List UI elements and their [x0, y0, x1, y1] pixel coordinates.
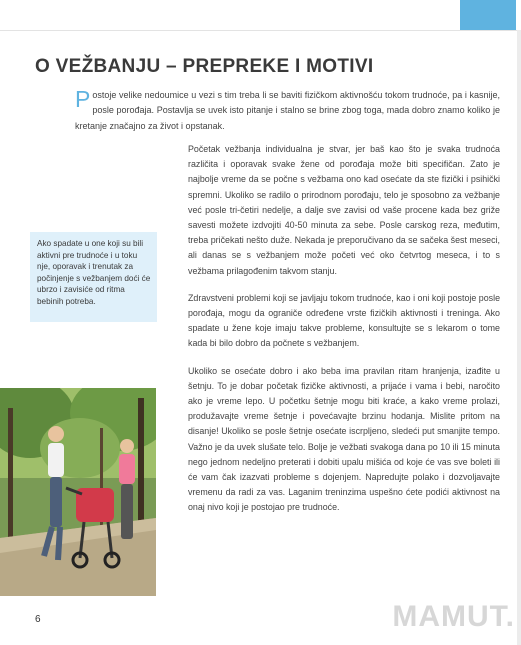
mamut-watermark: MAMUT.: [392, 600, 515, 633]
page-edge: [517, 30, 521, 645]
intro-dropcap: P: [75, 86, 91, 112]
park-walk-illustration: [0, 388, 156, 596]
page-title: O VEŽBANJU – PREPREKE I MOTIVI: [35, 56, 374, 77]
sidebar-tip-text: Ako spadate u one koji su bili aktivni pre trudnoće i u toku nje, oporavak i trenutak za počinjenje s vežbanjem doći će ubrzo i zavisiće od ritma bebinih potreba.: [37, 239, 151, 306]
body-column: [188, 142, 500, 528]
intro-paragraph: [75, 88, 500, 134]
sidebar-tip-box: [30, 232, 157, 322]
top-accent-tab: [460, 0, 516, 30]
body-paragraph-1: Početak vežbanja individualna je stvar, jer baš kao što je svaka trudnoća različita i oporavak svake žene od porođaja može biti specifičan. Zato je najbolje vreme da se počne s vežbama ono kad osećate da ste fizički i psihički spremni. Ukoliko se radilo o prirodnom porođaju, telo je sposobno za vežbanje već posle tri-četiri nedelje, a dalje sve zavisi od vaše procene kada bez griže savesti možete izdvojiti 40-50 minuta za sebe. Posle carskog reza, međutim, treba pričekati nešto duže. Nekada je preporučivano da se sačeka šest meseci, ali danas se s vežbanjem može početi već oko četvrtog meseca, i to s vežbama prilagođenim takvom stanju.: [188, 144, 500, 276]
header-divider: [0, 30, 521, 31]
top-band: [0, 0, 521, 30]
intro-text: ostoje velike nedoumice u vezi s tim treba li se baviti fizičkom aktivnošću tokom trudnoće, pa i kasnije, posle porođaja. Postavlja se uvek isto pitanje i stalno se brine zbog toga, mada dobro znamo koliko je kretanje značajno za život i opstanak.: [75, 90, 500, 131]
body-paragraph-2: Zdravstveni problemi koji se javljaju tokom trudnoće, kao i oni koji postoje posle porođaja, mogu da ograniče određene vrste fizičkih aktivnosti i treninga. Ako spadate u žene koje imaju takve probleme, konsultujte se s lekarom o tome kada bi bilo dobro da počnete s vežbanjem.: [188, 292, 500, 349]
page-number: 6: [35, 614, 41, 625]
park-walk-photo: [0, 388, 156, 596]
body-paragraph-3: Ukoliko se osećate dobro i ako beba ima pravilan ritam hranjenja, izađite u šetnju. To je dobar početak fizičke aktivnosti, a prijaće i vama i bebi, naročito ako je vreme lepo. U početku šetnje mogu biti kraće, a kako vreme prolazi, produžavajte vreme šetnje i povećavajte brzinu hodanja. Mislite pritom na disanje! Ukoliko se posle šetnje osećate iscrpljeno, sledeći put smanjite tempo. Važno je da uvek slušate telo. Bolje je vežbati svakoga dana po 10 ili 15 minuta nego jednom nedeljno preterati i dobiti upalu mišića od koje će vas sve boleti ili će vam čak izazvati probleme s dojenjem. Napredujte polako i dozvoljavajte vremenu da radi za vas. Laganim treninzima uspešno ćete podići aktivnost na onaj nivo koji je postojao pre trudnoće.: [188, 365, 500, 513]
